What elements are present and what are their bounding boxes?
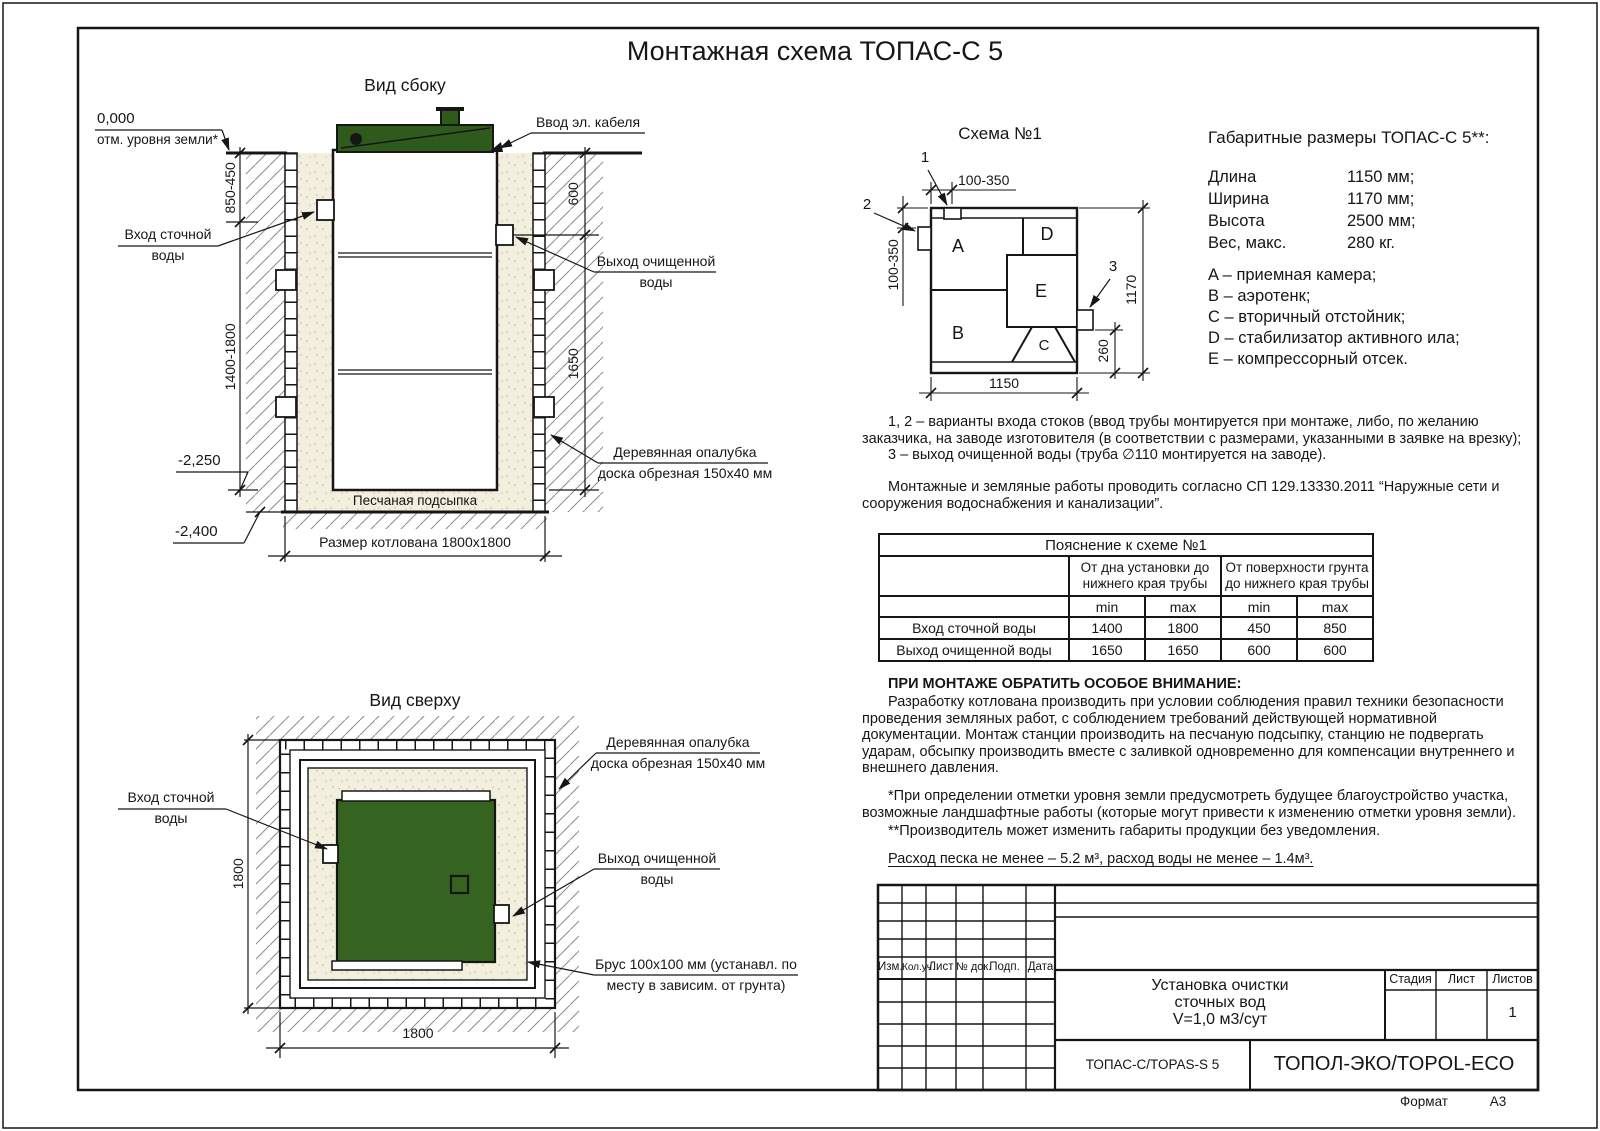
tv-outlet-label: Выход очищенной xyxy=(597,850,717,866)
table-minmax: min xyxy=(1069,596,1145,617)
table-minmax: max xyxy=(1145,596,1221,617)
table-row xyxy=(879,639,1373,661)
footnote-text: *При определении отметки уровня земли предусмотреть будущее благоустройство участка, возможные ландшафтные работы (которые могут привести к изменению отметки уровня земли). xyxy=(862,788,1517,821)
lid-edge-bottom xyxy=(332,961,462,970)
stamp-sheet-label: Лист xyxy=(1447,972,1476,986)
schema-stub-2 xyxy=(918,227,931,250)
table-row-label: Выход очищенной воды xyxy=(879,639,1069,661)
sand-bed-label: Песчаная подсыпка xyxy=(352,493,478,508)
stamp-stage-label: Стадия xyxy=(1389,972,1432,986)
consumption-note: Расход песка не менее – 5.2 м³, расход воды не менее – 1.4м³. xyxy=(888,851,1314,867)
legend-item: A – приемная камера; xyxy=(1208,266,1377,284)
formwork-label-2: доска обрезная 150x40 мм xyxy=(597,465,773,481)
pit-size-label: Размер котлована 1800x1800 xyxy=(319,534,511,550)
table-title: Пояснение к схеме №1 xyxy=(879,534,1373,556)
compartment-d: D xyxy=(1040,224,1054,244)
table-cell: 1800 xyxy=(1145,617,1221,639)
dim-row-value: 2500 мм; xyxy=(1347,212,1416,230)
unit-top xyxy=(337,800,495,962)
dim-850-450: 850-450 xyxy=(222,162,239,214)
schema-stub-3 xyxy=(1077,310,1093,330)
dim-row-label: Длина xyxy=(1208,168,1257,186)
legend-item: C – вторичный отстойник; xyxy=(1208,308,1406,326)
attention-body xyxy=(862,694,1536,777)
tv-formwork-label-2: доска обрезная 150x40 мм xyxy=(590,755,766,771)
tank-body xyxy=(333,150,497,490)
table-minmax: min xyxy=(1221,596,1297,617)
lid-vent-pipe xyxy=(441,110,459,125)
soil-hatch-bottom xyxy=(283,512,547,529)
table-row-label: Вход сточной воды xyxy=(879,617,1069,639)
table-cell: 600 xyxy=(1297,639,1373,661)
footnote-1 xyxy=(862,788,1538,821)
format-label: Формат xyxy=(1400,1094,1448,1109)
formwork-left xyxy=(285,153,297,512)
table-cell: 1400 xyxy=(1069,617,1145,639)
stamp-sheets-value: 1 xyxy=(1508,1004,1517,1021)
vent-hatch xyxy=(451,876,468,893)
note-text: 1, 2 – варианты входа стоков (ввод трубы монтируется при монтаже, либо, по желанию заказчика, на заводе изготовителя (в соответствии с размерами, указанными в заявке на врезку); xyxy=(862,414,1522,447)
schema-dim-top: 100-350 xyxy=(958,172,1010,188)
table-cell: 850 xyxy=(1297,617,1373,639)
inlet-stub xyxy=(317,200,334,220)
lid-edge-top xyxy=(342,791,490,801)
explanation-table xyxy=(878,533,1374,662)
compartment-c: C xyxy=(1038,337,1050,354)
stamp-col-koluch: Кол.уч. xyxy=(902,962,935,973)
table-cell: 600 xyxy=(1221,639,1297,661)
stamp-col-podp: Подп. xyxy=(989,961,1020,973)
table-cell: 1650 xyxy=(1145,639,1221,661)
inlet-label-2: воды xyxy=(151,247,185,263)
dim-row-label: Ширина xyxy=(1208,190,1270,208)
page-title: Монтажная схема ТОПАС-С 5 xyxy=(626,36,1004,66)
note-text: 3 – выход очищенной воды (труба ∅110 монтируется на заводе). xyxy=(888,447,1327,463)
schema-marker-1: 1 xyxy=(920,149,930,166)
footnote-2 xyxy=(862,823,1538,840)
elev-tank-bottom: -2,250 xyxy=(178,452,221,469)
stamp-doc-name: Установка очистки xyxy=(1151,977,1289,994)
lid-bolt xyxy=(350,133,362,145)
dim-1400-1800: 1400-1800 xyxy=(222,323,239,391)
schema-title: Схема №1 xyxy=(958,124,1042,143)
outlet-label-2: воды xyxy=(639,274,673,290)
stamp-model: ТОПАС-С/TOPAS-S 5 xyxy=(1085,1057,1220,1072)
schema-dim-bottom: 1150 xyxy=(988,375,1020,391)
dim-row-value: 1170 мм; xyxy=(1347,190,1415,208)
notes-variants xyxy=(862,414,1534,464)
zero-level-label: отм. уровня земли* xyxy=(97,132,218,147)
stamp-col-ndok: № док. xyxy=(956,961,992,973)
tv-dim-bottom: 1800 xyxy=(402,1025,434,1041)
dim-row-value: 280 кг. xyxy=(1347,234,1395,252)
elev-pit-bottom: -2,400 xyxy=(175,523,218,540)
zero-mark: 0,000 xyxy=(97,110,135,127)
outlet-label: Выход очищенной xyxy=(596,253,716,269)
outlet-stub xyxy=(496,225,513,245)
table-row xyxy=(879,617,1373,639)
compartment-e: E xyxy=(1034,281,1047,301)
formwork-label: Деревянная опалубка xyxy=(613,444,757,460)
notes-works xyxy=(862,479,1534,512)
tv-formwork-label: Деревянная опалубка xyxy=(606,734,750,750)
schema-stub-1 xyxy=(944,208,961,219)
compartment-b: B xyxy=(951,323,964,343)
tv-inlet-label-2: воды xyxy=(154,810,188,826)
table-group-header: От дна установки до нижнего края трубы xyxy=(1069,556,1221,596)
attention-text: Разработку котлована производить при условии соблюдения правил техники безопасности проведения земляных работ, с соблюдением требований действующей нормативной документации. Монтаж станции производить на песчаную подсыпку, станцию не подвергать ударам, обсыпку производить вместе с заливкой одновременно для компенсации внутреннего и внешнего давления. xyxy=(862,694,1515,776)
footnote-text: **Производитель может изменить габариты продукции без уведомления. xyxy=(888,823,1381,839)
overall-dims-heading: Габаритные размеры ТОПАС-С 5**: xyxy=(1208,128,1490,147)
legend-item: B – аэротенк; xyxy=(1208,287,1311,305)
legend-item: E – компрессорный отсек. xyxy=(1208,350,1408,368)
schema-marker-2: 2 xyxy=(862,196,872,213)
stamp-doc-name-2: сточных вод xyxy=(1174,994,1266,1011)
schema-dim-left: 100-350 xyxy=(885,239,902,291)
tv-outlet-label-2: воды xyxy=(640,871,674,887)
table-group-header: От поверхности грунта до нижнего края трубы xyxy=(1221,556,1373,596)
stamp-col-data: Дата xyxy=(1027,961,1054,973)
schema-dim-right: 1170 xyxy=(1123,274,1140,305)
table-minmax: max xyxy=(1297,596,1373,617)
inlet-label: Вход сточной xyxy=(124,226,212,242)
format-value: А3 xyxy=(1489,1094,1507,1109)
outlet-stub-top xyxy=(494,905,509,923)
table-cell: 1650 xyxy=(1069,639,1145,661)
dim-row-label: Вес, макс. xyxy=(1208,234,1287,252)
table-cell xyxy=(879,596,1069,617)
tv-brus-label-2: месту в зависим. от грунта) xyxy=(606,977,786,993)
tv-dim-left: 1800 xyxy=(230,858,247,890)
dim-row-label: Высота xyxy=(1208,212,1265,230)
compartment-a: A xyxy=(951,236,964,256)
top-view-title: Вид сверху xyxy=(369,690,461,710)
dim-600: 600 xyxy=(565,182,582,206)
tv-inlet-label: Вход сточной xyxy=(127,789,215,805)
dim-1650: 1650 xyxy=(565,348,582,380)
legend-item: D – стабилизатор активного ила; xyxy=(1208,329,1460,347)
cable-entry-label: Ввод эл. кабеля xyxy=(535,114,641,130)
schema-dim-260: 260 xyxy=(1095,339,1112,363)
formwork-right xyxy=(533,153,545,512)
attention-heading: ПРИ МОНТАЖЕ ОБРАТИТЬ ОСОБОЕ ВНИМАНИЕ: xyxy=(888,676,1242,692)
stamp-doc-name-3: V=1,0 м3/сут xyxy=(1172,1011,1268,1028)
dim-row-value: 1150 мм; xyxy=(1347,168,1415,186)
soil-hatch-left xyxy=(246,153,285,512)
side-view-title: Вид сбоку xyxy=(364,75,446,95)
stamp-col-list: Лист xyxy=(928,961,954,973)
stamp-sheets-label: Листов xyxy=(1492,972,1533,986)
schema-marker-3: 3 xyxy=(1108,258,1118,275)
note-text: Монтажные и земляные работы проводить согласно СП 129.13330.2011 “Наружные сети и сооружения водоснабжения и канализации”. xyxy=(862,479,1500,512)
table-corner-cell xyxy=(879,556,1069,596)
table-cell: 450 xyxy=(1221,617,1297,639)
tv-brus-label: Брус 100x100 мм (устанавл. по xyxy=(595,956,797,972)
stamp-company: ТОПОЛ-ЭКО/TOPOL-ECO xyxy=(1273,1053,1515,1075)
stamp-col-izm: Изм. xyxy=(878,961,903,973)
